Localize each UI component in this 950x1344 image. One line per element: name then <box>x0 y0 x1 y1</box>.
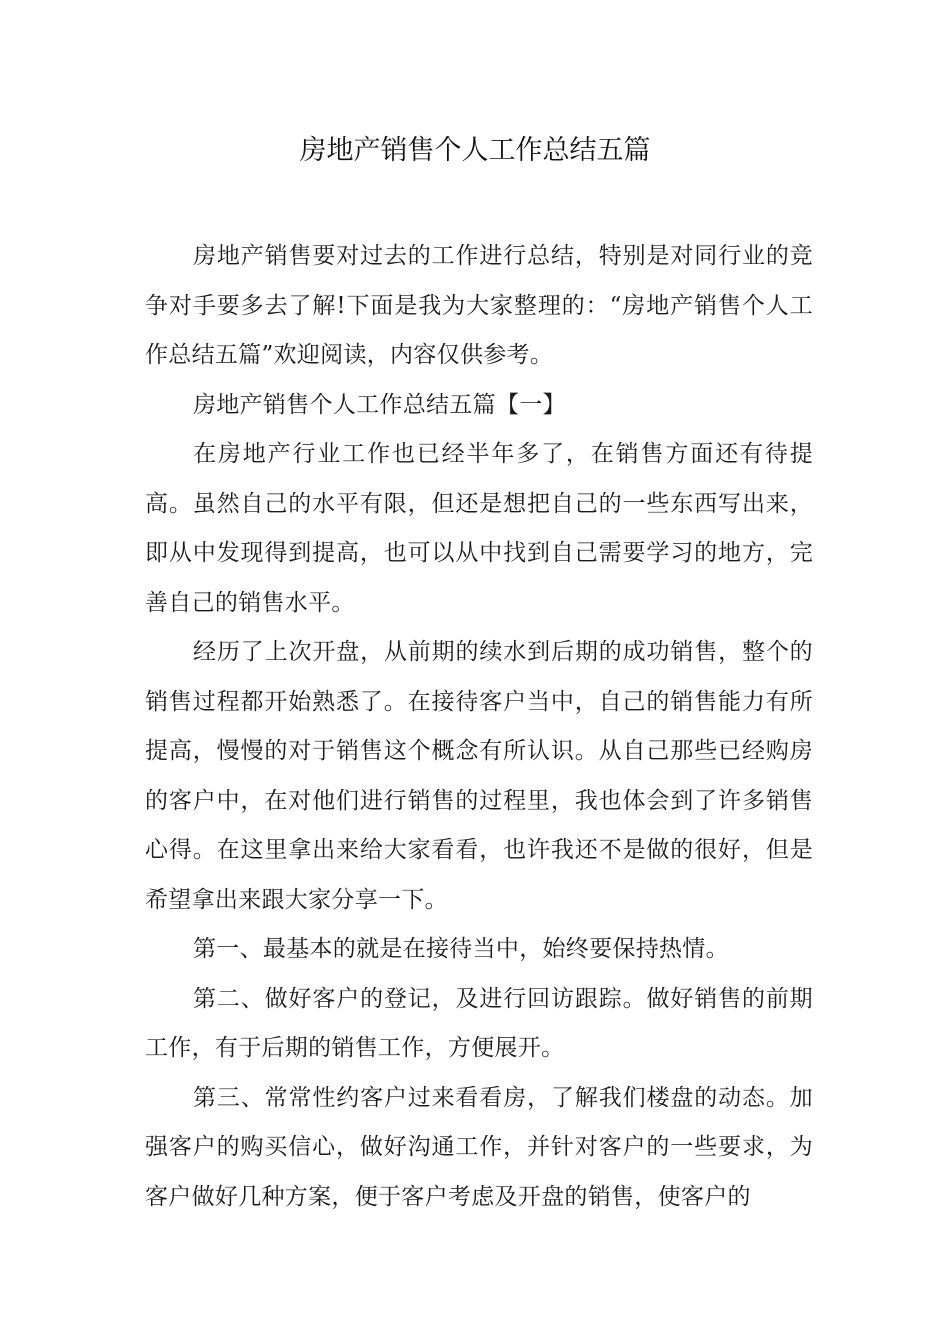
intro-paragraph: 房地产销售要对过去的工作进行总结，特别是对同行业的竞争对手要多去了解!下面是我为大家整理的：“房地产销售个人工作总结五篇”欢迎阅读，内容仅供参考。 <box>145 243 813 368</box>
list-paragraph: 第二、做好客户的登记，及进行回访跟踪。做好销售的前期工作，有于后期的销售工作，方便展开。 <box>145 985 813 1061</box>
document-body <box>145 232 813 1222</box>
document-title: 房地产销售个人工作总结五篇 <box>299 135 651 166</box>
list-paragraph: 第三、常常性约客户过来看看房，了解我们楼盘的动态。加强客户的购买信心，做好沟通工作，并针对客户的一些要求，为客户做好几种方案，便于客户考虑及开盘的销售，使客户的 <box>145 1084 813 1210</box>
list-paragraph: 第一、最基本的就是在接待当中，始终要保持热情。 <box>193 936 729 962</box>
body-paragraph: 经历了上次开盘，从前期的续水到后期的成功销售，整个的销售过程都开始熟悉了。在接待客户当中，自己的销售能力有所提高，慢慢的对于销售这个概念有所认识。从自己那些已经购房的客户中，在对他们进行销售的过程里，我也体会到了许多销售心得。在这里拿出来给大家看看，也许我还不是做的很好，但是希望拿出来跟大家分享一下。 <box>145 639 813 913</box>
body-paragraph: 在房地产行业工作也已经半年多了，在销售方面还有待提高。虽然自己的水平有限，但还是想把自己的一些东西写出来，即从中发现得到提高，也可以从中找到自己需要学习的地方，完善自己的销售水平。 <box>145 441 813 616</box>
section-heading: 房地产销售个人工作总结五篇【一】 <box>193 391 566 418</box>
